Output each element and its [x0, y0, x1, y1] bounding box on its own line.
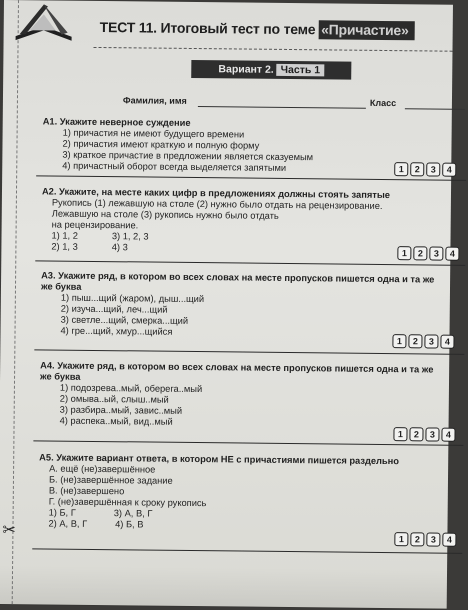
- option-a2-2: 2) 1, 3: [51, 241, 78, 252]
- option-a5-g: Г. (не)завершённая к сроку рукопись: [48, 496, 207, 509]
- name-field[interactable]: [198, 106, 366, 109]
- answer-boxes-a3: [392, 334, 454, 349]
- answer-boxes-a5: [394, 532, 456, 547]
- answer-a5-1: 1) Б, Г: [48, 507, 76, 518]
- answer-box-2[interactable]: 2: [408, 334, 422, 348]
- answer-box-1[interactable]: 1: [394, 532, 408, 546]
- answer-box-4[interactable]: 4: [445, 247, 459, 261]
- option-a4-3: 3) разбира..мый, завис..мый: [59, 404, 183, 416]
- option-a5-v: В. (не)завершено: [48, 485, 125, 497]
- answer-box-3[interactable]: 3: [424, 334, 438, 348]
- answer-a5-4: 4) Б, В: [115, 519, 144, 530]
- page-fold-shadow: [0, 565, 447, 610]
- option-a1-4: 4) причастный оборот всегда выделяется запятыми: [62, 160, 287, 173]
- option-a2-3: 3) 1, 2, 3: [111, 231, 149, 242]
- option-a3-4: 4) гре...щий, хмур...щийся: [60, 325, 173, 337]
- answer-box-2[interactable]: 2: [413, 246, 427, 260]
- divider: [32, 548, 462, 554]
- option-a4-2: 2) омыва..ый, слыш..мый: [59, 393, 169, 405]
- answer-box-1[interactable]: 1: [394, 162, 408, 176]
- divider: [35, 260, 465, 266]
- answer-boxes-a2: [397, 246, 459, 261]
- name-label: Фамилия, имя: [122, 95, 187, 106]
- answer-box-4[interactable]: 4: [441, 428, 455, 442]
- answer-a5-3: 3) А, В, Г: [113, 508, 153, 519]
- answer-box-3[interactable]: 3: [425, 427, 439, 441]
- answer-box-2[interactable]: 2: [410, 162, 424, 176]
- answer-box-4[interactable]: 4: [442, 163, 456, 177]
- answer-box-1[interactable]: 1: [393, 427, 407, 441]
- answer-box-4[interactable]: 4: [442, 533, 456, 547]
- question-a4: А4. Укажите ряд, в котором во всех словах на месте пропусков пишется одна и та же же буква 1) подозрева..мый, оберега..мый 2) омыва..ый, слыш..мый 3) разбира..мый, завис..мый 4) распека..мый, вид..мый: [40, 360, 434, 430]
- answer-a5-2: 2) А, В, Г: [48, 518, 88, 529]
- test-title: ТЕСТ 11. Итоговый тест по теме «Причастие»: [100, 19, 415, 38]
- option-a3-3: 3) светле...щий, смерка...щий: [60, 314, 189, 326]
- question-a5: А5. Укажите вариант ответа, в котором НЕ с причастиями пишется раздельно А. ещё (не)завершённое Б. (не)завершённое задание В. (не)завершено Г. (не)завершённая к сроку рукопись 1) Б, Г 3) А, В, Г 2) А, В, Г 4) Б, В: [39, 452, 400, 530]
- question-a1: А1. Укажите неверное суждение 1) причастия не имеют будущего времени 2) причастия имеют краткую и полную форму 3) краткое причастие в предложении является сказуемым 4) причастный оборот всегда выделяется запятыми: [42, 116, 314, 173]
- option-a1-3: 3) краткое причастие в предложении является сказуемым: [62, 149, 314, 163]
- scissors-icon: ✂: [2, 522, 16, 540]
- option-a5-a: А. ещё (не)завершённое: [49, 463, 156, 475]
- title-highlight: «Причастие»: [319, 20, 415, 40]
- answer-box-2[interactable]: 2: [409, 427, 423, 441]
- answer-box-1[interactable]: 1: [397, 246, 411, 260]
- option-a1-2: 2) причастия имеют краткую и полную форму: [62, 138, 260, 151]
- answer-box-1[interactable]: 1: [392, 334, 406, 348]
- option-a2-4: 4) 3: [111, 242, 128, 253]
- option-a4-1: 1) подозрева..мый, оберега..мый: [59, 382, 203, 395]
- answer-box-4[interactable]: 4: [440, 335, 454, 349]
- option-a2-1: 1) 1, 2: [51, 230, 78, 241]
- option-a1-1: 1) причастия не имеют будущего времени: [62, 127, 245, 140]
- answer-box-2[interactable]: 2: [410, 532, 424, 546]
- answer-box-3[interactable]: 3: [429, 246, 443, 260]
- variant-banner: Вариант 2. Часть 1: [191, 60, 351, 80]
- answer-boxes-a1: [394, 162, 456, 177]
- option-a4-4: 4) распека..мый, вид..мый: [59, 415, 173, 427]
- class-label: Класс: [369, 97, 397, 109]
- option-a5-b: Б. (не)завершённое задание: [48, 474, 173, 486]
- answer-box-3[interactable]: 3: [426, 162, 440, 176]
- answer-boxes-a4: [393, 427, 455, 442]
- question-a2: А2. Укажите, на месте каких цифр в предложениях должны стоять запятые Рукопись (1) лежавшую на столе (2) нужно было отдать на рецензирование. Лежавшую на столе (3) рукопись нужно было отдать на рецензирование. 1) 1, 2 3) 1, 2, 3 2) 1, 3 4) 3: [41, 186, 391, 253]
- option-a3-1: 1) пыш...щий (жаром), дыш...щий: [60, 292, 205, 305]
- answer-box-3[interactable]: 3: [426, 532, 440, 546]
- class-field[interactable]: [405, 108, 465, 110]
- book-logo-icon: [7, 0, 80, 49]
- divider: [34, 349, 464, 355]
- header-divider: [94, 47, 453, 52]
- question-a3: А3. Укажите ряд, в котором во всех словах на месте пропусков пишется одна и та же же буква 1) пыш...щий (жаром), дыш...щий 2) изуча...щий, леч...щий 3) светле...щий, смерка...щий 4) гре...щий, хмур...щийся: [40, 270, 434, 340]
- option-a3-2: 2) изуча...щий, леч...щий: [60, 303, 168, 315]
- cut-line: [12, 0, 19, 604]
